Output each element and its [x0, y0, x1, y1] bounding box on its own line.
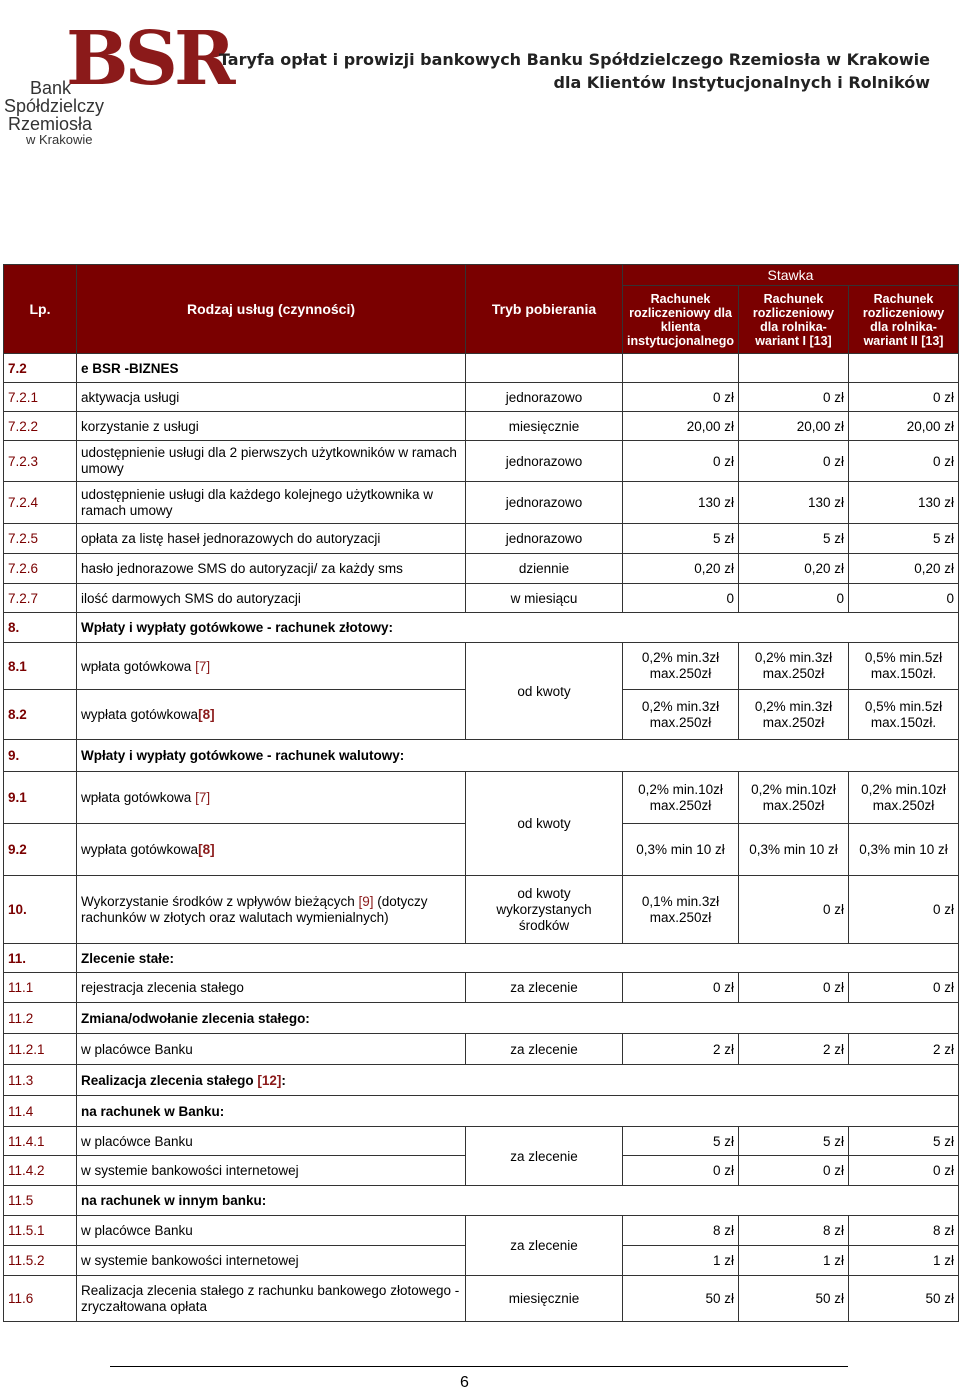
col-stawka: Stawka [623, 265, 959, 286]
page-number: 6 [460, 1374, 469, 1391]
svg-text:Spółdzielczy: Spółdzielczy [4, 96, 105, 116]
table-row: 11.5.1 w placówce Banku za zlecenie 8 zł 8 zł 8 zł [4, 1216, 959, 1246]
section-row: 11.3 Realizacja zlecenia stałego [12]: [4, 1065, 959, 1096]
document-title [219, 48, 930, 94]
col-rolnik-wariant-2: Rachunek rozliczeniowy dla rolnika-wariant II [13] [849, 286, 959, 354]
table-row: 7.2.3 udostępnienie usługi dla 2 pierwszych użytkowników w ramach umowy jednorazowo 0 zł 0 zł 0 zł [4, 441, 959, 482]
fee-table [3, 264, 959, 1322]
table-row: 11.2.1 w placówce Banku za zlecenie 2 zł 2 zł 2 zł [4, 1034, 959, 1065]
table-row: 11.6 Realizacja zlecenia stałego z rachunku bankowego złotowego - zryczałtowana opłata miesięcznie 50 zł 50 zł 50 zł [4, 1276, 959, 1322]
table-row: 11.5.2 w systemie bankowości internetowej 1 zł 1 zł 1 zł [4, 1246, 959, 1276]
section-row: 11. Zlecenie stałe: [4, 944, 959, 973]
table-row: 11.4.2 w systemie bankowości internetowej 0 zł 0 zł 0 zł [4, 1156, 959, 1186]
title-line-2: dla Klientów Instytucjonalnych i Rolników [553, 73, 930, 92]
table-row: 7.2.2 korzystanie z usługi miesięcznie 20,00 zł 20,00 zł 20,00 zł [4, 412, 959, 441]
section-row: 11.2 Zmiana/odwołanie zlecenia stałego: [4, 1003, 959, 1034]
table-row: 7.2.6 hasło jednorazowe SMS do autoryzacji/ za każdy sms dziennie 0,20 zł 0,20 zł 0,20 zł [4, 554, 959, 584]
col-lp: Lp. [4, 265, 77, 354]
table-row: 11.1 rejestracja zlecenia stałego za zlecenie 0 zł 0 zł 0 zł [4, 973, 959, 1003]
title-line-1: Taryfa opłat i prowizji bankowych Banku Spółdzielczego Rzemiosła w Krakowie [218, 50, 930, 69]
table-header-row [4, 265, 959, 286]
svg-text:Rzemiosła: Rzemiosła [8, 114, 93, 134]
table-row: 10. Wykorzystanie środków z wpływów bieżących [9] (dotyczy rachunków w złotych oraz walutach wymienialnych) od kwoty wykorzystanych środków 0,1% min.3zł max.250zł 0 zł 0 zł [4, 876, 959, 944]
table-row: 7.2 e BSR -BIZNES [4, 354, 959, 383]
section-row: 8. Wpłaty i wypłaty gotówkowe - rachunek złotowy: [4, 613, 959, 643]
col-rolnik-wariant-1: Rachunek rozliczeniowy dla rolnika-wariant I [13] [739, 286, 849, 354]
col-klient-instytucjonalny: Rachunek rozliczeniowy dla klienta instytucjonalnego [623, 286, 739, 354]
svg-text:w Krakowie: w Krakowie [26, 132, 93, 147]
table-row: 7.2.5 opłata za listę haseł jednorazowych do autoryzacji jednorazowo 5 zł 5 zł 5 zł [4, 524, 959, 554]
section-row: 9. Wpłaty i wypłaty gotówkowe - rachunek walutowy: [4, 740, 959, 772]
section-row: 11.4 na rachunek w Banku: [4, 1096, 959, 1127]
table-row: 9.2 wypłata gotówkowa[8] 0,3% min 10 zł 0,3% min 10 zł 0,3% min 10 zł [4, 824, 959, 876]
table-row: 8.1 wpłata gotówkowa [7] od kwoty 0,2% min.3zł max.250zł 0,2% min.3zł max.250zł 0,5% min.5zł max.150zł. [4, 643, 959, 690]
table-row: 7.2.1 aktywacja usługi jednorazowo 0 zł 0 zł 0 zł [4, 383, 959, 412]
svg-text:Bank: Bank [30, 78, 72, 98]
logo-letters: BSR [66, 16, 232, 102]
col-rodzaj: Rodzaj usług (czynności) [77, 265, 466, 354]
table-row: 11.4.1 w placówce Banku za zlecenie 5 zł 5 zł 5 zł [4, 1127, 959, 1156]
table-row: 8.2 wypłata gotówkowa[8] 0,2% min.3zł max.250zł 0,2% min.3zł max.250zł 0,5% min.5zł max.150zł. [4, 690, 959, 740]
footer-divider [110, 1366, 848, 1367]
col-tryb: Tryb pobierania [466, 265, 623, 354]
bank-logo [2, 4, 232, 147]
table-row: 7.2.7 ilość darmowych SMS do autoryzacji w miesiącu 0 0 0 [4, 584, 959, 613]
table-row: 9.1 wpłata gotówkowa [7] od kwoty 0,2% min.10zł max.250zł 0,2% min.10zł max.250zł 0,2% min.10zł max.250zł [4, 772, 959, 824]
table-row: 7.2.4 udostępnienie usługi dla każdego kolejnego użytkownika w ramach umowy jednorazowo 130 zł 130 zł 130 zł [4, 482, 959, 524]
section-row: 11.5 na rachunek w innym banku: [4, 1186, 959, 1216]
